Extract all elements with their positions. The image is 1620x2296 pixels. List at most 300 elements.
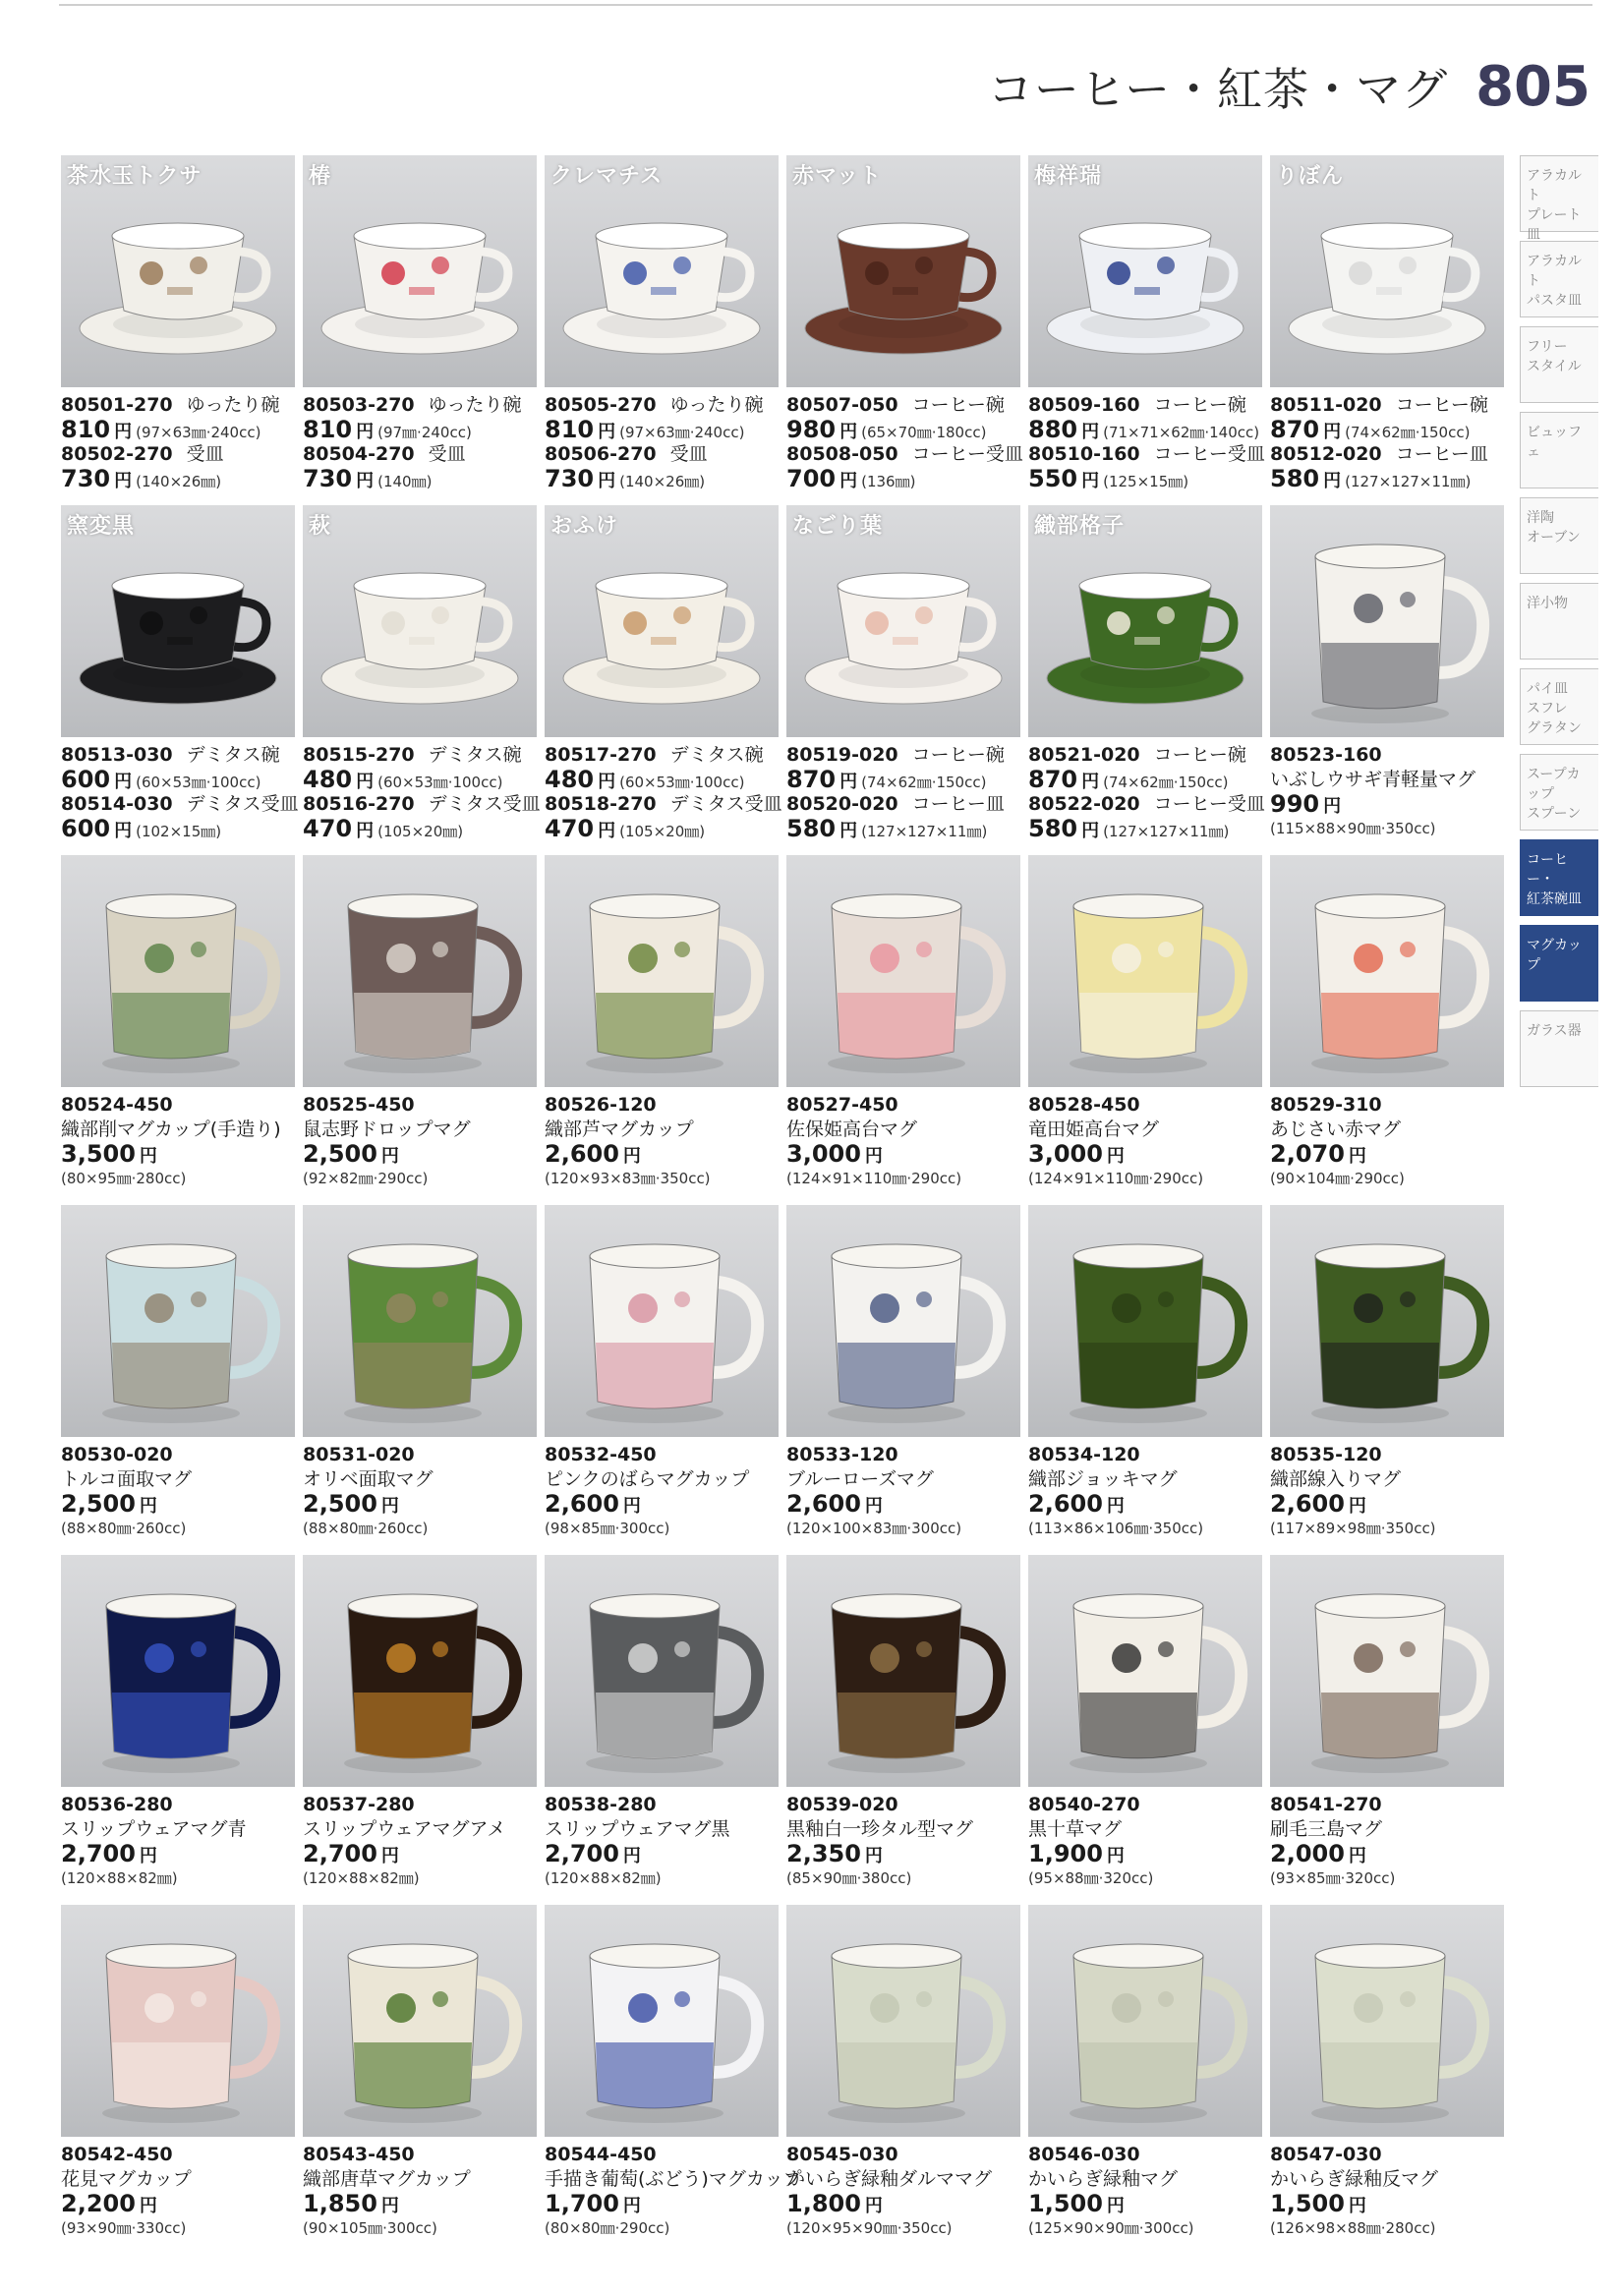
- product-card[interactable]: [545, 1205, 781, 1555]
- product-card[interactable]: [1028, 1205, 1264, 1555]
- yen-unit: 円: [1106, 1146, 1125, 1167]
- item-dimensions: (127×127×11㎜): [1345, 473, 1472, 490]
- yen-unit: 円: [114, 821, 133, 841]
- yen-unit: 円: [380, 1846, 399, 1866]
- item-name: 織部線入りマグ: [1270, 1468, 1402, 1490]
- product-photo[interactable]: [61, 1205, 295, 1437]
- item-price: 870: [1270, 416, 1320, 443]
- item-price: 3,000: [786, 1140, 861, 1168]
- product-info: [545, 2143, 802, 2241]
- item-dimensions: (92×82㎜·290cc): [303, 1170, 429, 1187]
- product-card[interactable]: [1028, 505, 1264, 855]
- item-code: 80501-270: [61, 394, 173, 416]
- item-price: 1,800: [786, 2190, 861, 2217]
- item-dimensions: (124×91×110㎜·290cc): [786, 1170, 962, 1187]
- product-info: [545, 1443, 788, 1541]
- item-price: 810: [545, 416, 595, 443]
- item-price: 1,850: [303, 2190, 377, 2217]
- product-photo[interactable]: [786, 1205, 1020, 1437]
- item-dimensions: (125×15㎜): [1103, 473, 1189, 490]
- product-card[interactable]: [1270, 1905, 1506, 2255]
- series-name: 茶水玉トクサ: [67, 164, 202, 189]
- yen-unit: 円: [622, 1496, 641, 1517]
- item-price: 550: [1028, 465, 1078, 492]
- product-photo[interactable]: [61, 855, 295, 1087]
- product-info: [1270, 1093, 1514, 1191]
- item-code: 80523-160: [1270, 744, 1382, 766]
- yen-unit: 円: [1106, 2196, 1125, 2216]
- product-photo[interactable]: [545, 1205, 779, 1437]
- product-info: [61, 1443, 305, 1541]
- item-price: 2,600: [786, 1490, 861, 1518]
- item-price: 580: [1028, 815, 1078, 842]
- item-price: 2,600: [545, 1140, 619, 1168]
- yen-unit: 円: [622, 1146, 641, 1167]
- product-card[interactable]: [1270, 505, 1506, 855]
- product-info: [303, 1093, 547, 1191]
- yen-unit: 円: [839, 471, 858, 491]
- product-info: [1028, 1093, 1272, 1191]
- item-dimensions: (90×105㎜·300cc): [303, 2219, 437, 2237]
- product-card[interactable]: [1028, 855, 1264, 1205]
- sidebar-tab[interactable]: 洋陶 オーブン: [1520, 497, 1598, 574]
- item-price: 2,600: [1028, 1490, 1103, 1518]
- item-type: デミタス碗: [669, 744, 764, 766]
- item-code: 80502-270: [61, 443, 173, 465]
- item-price: 810: [61, 416, 111, 443]
- product-row: [61, 1555, 1506, 1905]
- item-dimensions: (126×98×88㎜·280cc): [1270, 2219, 1436, 2237]
- product-info: [786, 2143, 1030, 2241]
- item-price: 1,500: [1270, 2190, 1345, 2217]
- item-code: 80528-450: [1028, 1094, 1140, 1116]
- product-info: [1270, 1443, 1514, 1541]
- item-price: 1,900: [1028, 1840, 1103, 1867]
- item-code: 80506-270: [545, 443, 657, 465]
- page-header: [988, 54, 1591, 123]
- item-name: ピンクのばらマグカップ: [545, 1468, 750, 1490]
- item-code: 80503-270: [303, 394, 415, 416]
- product-card[interactable]: [61, 155, 297, 505]
- item-type: コーヒー受皿: [1153, 443, 1265, 465]
- product-card[interactable]: [786, 1205, 1022, 1555]
- yen-unit: 円: [1081, 772, 1100, 792]
- item-price: 990: [1270, 790, 1320, 818]
- item-code: 80545-030: [786, 2144, 898, 2165]
- item-code: 80518-270: [545, 793, 657, 815]
- item-code: 80526-120: [545, 1094, 657, 1116]
- sidebar-tab[interactable]: マグカップ: [1520, 925, 1598, 1002]
- product-photo[interactable]: [1028, 1905, 1262, 2137]
- item-code: 80515-270: [303, 744, 415, 766]
- item-name: 佐保姫高台マグ: [786, 1119, 918, 1140]
- item-code: 80532-450: [545, 1444, 657, 1465]
- yen-unit: 円: [139, 1846, 157, 1866]
- item-type: デミタス碗: [186, 744, 280, 766]
- item-price: 700: [786, 465, 837, 492]
- product-photo[interactable]: [786, 505, 1020, 737]
- product-info: [1028, 393, 1272, 491]
- item-price: 730: [61, 465, 111, 492]
- product-info: [303, 1793, 547, 1891]
- item-dimensions: (140×26㎜): [619, 473, 706, 490]
- yen-unit: 円: [114, 772, 133, 792]
- product-photo[interactable]: [1028, 855, 1262, 1087]
- item-name: 織部芦マグカップ: [545, 1119, 694, 1140]
- item-dimensions: (88×80㎜·260cc): [303, 1520, 429, 1537]
- category-sidebar: [1520, 155, 1598, 1096]
- item-code: 80538-280: [545, 1794, 657, 1815]
- product-photo[interactable]: [545, 505, 779, 737]
- item-price: 810: [303, 416, 353, 443]
- product-info: [786, 743, 1030, 841]
- yen-unit: 円: [1081, 821, 1100, 841]
- item-name: ブルーローズマグ: [786, 1468, 934, 1490]
- yen-unit: 円: [356, 471, 375, 491]
- product-card[interactable]: [786, 1555, 1022, 1905]
- product-info: [786, 1093, 1030, 1191]
- item-price: 3,000: [1028, 1140, 1103, 1168]
- item-dimensions: (117×89×98㎜·350cc): [1270, 1520, 1436, 1537]
- item-dimensions: (120×93×83㎜·350cc): [545, 1170, 711, 1187]
- product-photo[interactable]: [1270, 855, 1504, 1087]
- sidebar-tab[interactable]: 洋小物: [1520, 583, 1598, 660]
- item-price: 2,350: [786, 1840, 861, 1867]
- item-code: 80544-450: [545, 2144, 657, 2165]
- product-card[interactable]: [1270, 1205, 1506, 1555]
- product-info: [303, 743, 547, 841]
- product-photo[interactable]: [545, 855, 779, 1087]
- product-card[interactable]: [545, 505, 781, 855]
- item-type: 受皿: [428, 443, 466, 465]
- product-photo[interactable]: [1028, 505, 1262, 737]
- item-dimensions: (88×80㎜·260cc): [61, 1520, 187, 1537]
- yen-unit: 円: [622, 1846, 641, 1866]
- series-name: クレマチス: [550, 164, 664, 189]
- series-name: おふけ: [550, 514, 619, 539]
- product-info: [786, 1793, 1030, 1891]
- product-photo[interactable]: [303, 1905, 537, 2137]
- item-code: 80537-280: [303, 1794, 415, 1815]
- product-photo[interactable]: [545, 155, 779, 387]
- product-card[interactable]: [545, 155, 781, 505]
- yen-unit: 円: [839, 422, 858, 442]
- yen-unit: 円: [1106, 1496, 1125, 1517]
- product-card[interactable]: [1028, 155, 1264, 505]
- yen-unit: 円: [114, 422, 133, 442]
- item-price: 600: [61, 815, 111, 842]
- item-code: 80507-050: [786, 394, 898, 416]
- item-dimensions: (65×70㎜·180cc): [861, 424, 987, 441]
- item-name: スリップウェアマグ黒: [545, 1818, 730, 1840]
- item-dimensions: (74×62㎜·150cc): [861, 774, 987, 791]
- product-card[interactable]: [303, 155, 539, 505]
- yen-unit: 円: [1081, 422, 1100, 442]
- yen-unit: 円: [598, 422, 616, 442]
- item-name: 刷毛三島マグ: [1270, 1818, 1383, 1840]
- item-name: 花見マグカップ: [61, 2168, 192, 2190]
- top-rule: [59, 4, 1592, 6]
- item-code: 80516-270: [303, 793, 415, 815]
- item-price: 2,200: [61, 2190, 136, 2217]
- series-name: 椿: [309, 164, 332, 189]
- product-info: [61, 1093, 305, 1191]
- product-card[interactable]: [61, 505, 297, 855]
- item-price: 1,500: [1028, 2190, 1103, 2217]
- item-price: 2,700: [303, 1840, 377, 1867]
- product-card[interactable]: [61, 855, 297, 1205]
- item-dimensions: (97×63㎜·240cc): [136, 424, 261, 441]
- item-type: コーヒー受皿: [1153, 793, 1265, 815]
- product-photo[interactable]: [545, 1555, 779, 1787]
- product-row: [61, 1205, 1506, 1555]
- item-price: 580: [786, 815, 837, 842]
- product-photo[interactable]: [303, 1205, 537, 1437]
- item-dimensions: (105×20㎜): [377, 823, 464, 840]
- product-info: [1028, 1793, 1272, 1891]
- product-row: [61, 1905, 1506, 2255]
- product-photo[interactable]: [303, 505, 537, 737]
- item-dimensions: (127×127×11㎜): [861, 823, 988, 840]
- item-price: 2,600: [1270, 1490, 1345, 1518]
- yen-unit: 円: [598, 772, 616, 792]
- item-type: デミタス碗: [428, 744, 522, 766]
- item-name: いぶしウサギ青軽量マグ: [1270, 769, 1476, 790]
- yen-unit: 円: [114, 471, 133, 491]
- product-info: [545, 1093, 788, 1191]
- product-photo[interactable]: [1270, 1905, 1504, 2137]
- product-card[interactable]: [61, 1205, 297, 1555]
- product-card[interactable]: [303, 1555, 539, 1905]
- item-code: 80547-030: [1270, 2144, 1382, 2165]
- item-name: かいらぎ緑釉ダルママグ: [786, 2168, 993, 2190]
- sidebar-tab[interactable]: ビュッフェ: [1520, 412, 1598, 488]
- item-price: 1,700: [545, 2190, 619, 2217]
- item-name: 織部ジョッキマグ: [1028, 1468, 1178, 1490]
- item-price: 2,500: [303, 1140, 377, 1168]
- product-card[interactable]: [1028, 1555, 1264, 1905]
- product-photo[interactable]: [61, 1905, 295, 2137]
- product-card[interactable]: [545, 1555, 781, 1905]
- item-dimensions: (93×90㎜·330cc): [61, 2219, 187, 2237]
- item-type: コーヒー碗: [1153, 394, 1246, 416]
- item-dimensions: (127×127×11㎜): [1103, 823, 1230, 840]
- series-name: 萩: [309, 514, 332, 539]
- sidebar-tab[interactable]: パイ皿 スフレ グラタン: [1520, 668, 1598, 745]
- item-name: かいらぎ緑釉反マグ: [1270, 2168, 1439, 2190]
- item-price: 2,600: [545, 1490, 619, 1518]
- sidebar-tab[interactable]: フリー スタイル: [1520, 326, 1598, 403]
- product-photo[interactable]: [1270, 1555, 1504, 1787]
- product-info: [1270, 743, 1514, 841]
- item-dimensions: (98×85㎜·300cc): [545, 1520, 670, 1537]
- product-card[interactable]: [303, 1205, 539, 1555]
- item-type: コーヒー碗: [1153, 744, 1246, 766]
- product-info: [786, 1443, 1030, 1541]
- product-card[interactable]: [61, 1555, 297, 1905]
- product-photo[interactable]: [61, 155, 295, 387]
- yen-unit: 円: [622, 2196, 641, 2216]
- item-dimensions: (115×88×90㎜·350cc): [1270, 820, 1436, 837]
- item-dimensions: (95×88㎜·320cc): [1028, 1869, 1154, 1887]
- product-photo[interactable]: [1270, 155, 1504, 387]
- product-card[interactable]: [786, 1905, 1022, 2255]
- sidebar-tab[interactable]: スープカップ スプーン: [1520, 754, 1598, 831]
- product-card[interactable]: [303, 1905, 539, 2255]
- item-type: コーヒー皿: [911, 793, 1005, 815]
- item-code: 80525-450: [303, 1094, 415, 1116]
- yen-unit: 円: [139, 1146, 157, 1167]
- item-name: 黒十草マグ: [1028, 1818, 1123, 1840]
- item-price: 880: [1028, 416, 1078, 443]
- item-type: ゆったり碗: [186, 394, 280, 416]
- item-code: 80508-050: [786, 443, 898, 465]
- item-code: 80505-270: [545, 394, 657, 416]
- item-code: 80535-120: [1270, 1444, 1382, 1465]
- item-dimensions: (120×100×83㎜·300cc): [786, 1520, 962, 1537]
- item-code: 80504-270: [303, 443, 415, 465]
- product-card[interactable]: [786, 855, 1022, 1205]
- yen-unit: 円: [380, 1146, 399, 1167]
- item-dimensions: (136㎜): [861, 473, 916, 490]
- sidebar-tab[interactable]: ガラス器: [1520, 1010, 1598, 1087]
- item-price: 480: [545, 766, 595, 793]
- yen-unit: 円: [864, 1496, 883, 1517]
- series-name: 窯変黒: [67, 514, 136, 539]
- item-dimensions: (97㎜·240cc): [377, 424, 472, 441]
- product-photo[interactable]: [61, 505, 295, 737]
- item-dimensions: (120×95×90㎜·350cc): [786, 2219, 953, 2237]
- product-card[interactable]: [1028, 1905, 1264, 2255]
- item-name: オリベ面取マグ: [303, 1468, 434, 1490]
- item-type: デミタス受皿: [669, 793, 782, 815]
- item-code: 80529-310: [1270, 1094, 1382, 1116]
- item-price: 470: [545, 815, 595, 842]
- item-name: 鼠志野ドロップマグ: [303, 1119, 471, 1140]
- yen-unit: 円: [1323, 471, 1342, 491]
- yen-unit: 円: [598, 471, 616, 491]
- item-dimensions: (60×53㎜·100cc): [136, 774, 261, 791]
- item-name: 竜田姫高台マグ: [1028, 1119, 1160, 1140]
- product-photo[interactable]: [786, 1555, 1020, 1787]
- item-type: コーヒー碗: [911, 744, 1005, 766]
- product-photo[interactable]: [786, 1905, 1020, 2137]
- product-info: [61, 1793, 305, 1891]
- item-price: 470: [303, 815, 353, 842]
- yen-unit: 円: [864, 1846, 883, 1866]
- item-code: 80534-120: [1028, 1444, 1140, 1465]
- product-photo[interactable]: [61, 1555, 295, 1787]
- yen-unit: 円: [380, 2196, 399, 2216]
- product-card[interactable]: [545, 1905, 802, 2255]
- item-dimensions: (120×88×82㎜): [545, 1869, 662, 1887]
- item-dimensions: (140×26㎜): [136, 473, 222, 490]
- item-dimensions: (120×88×82㎜): [303, 1869, 420, 1887]
- product-card[interactable]: [1270, 155, 1506, 505]
- product-info: [303, 1443, 547, 1541]
- product-info: [61, 743, 305, 841]
- item-dimensions: (80×80㎜·290cc): [545, 2219, 670, 2237]
- item-dimensions: (93×85㎜·320cc): [1270, 1869, 1396, 1887]
- item-name: 織部唐草マグカップ: [303, 2168, 471, 2190]
- item-code: 80527-450: [786, 1094, 898, 1116]
- product-info: [545, 393, 788, 491]
- product-info: [1028, 2143, 1272, 2241]
- product-card[interactable]: [786, 155, 1022, 505]
- item-price: 980: [786, 416, 837, 443]
- product-card[interactable]: [303, 505, 539, 855]
- product-card[interactable]: [1270, 855, 1506, 1205]
- product-card[interactable]: [1270, 1555, 1506, 1905]
- product-photo[interactable]: [1270, 505, 1504, 737]
- item-name: あじさい赤マグ: [1270, 1119, 1402, 1140]
- item-dimensions: (102×15㎜): [136, 823, 222, 840]
- product-card[interactable]: [786, 505, 1022, 855]
- item-code: 80539-020: [786, 1794, 898, 1815]
- product-photo[interactable]: [1028, 1555, 1262, 1787]
- item-type: デミタス受皿: [186, 793, 299, 815]
- yen-unit: 円: [864, 2196, 883, 2216]
- item-code: 80543-450: [303, 2144, 415, 2165]
- product-photo[interactable]: [786, 855, 1020, 1087]
- product-photo[interactable]: [545, 1905, 779, 2137]
- product-photo[interactable]: [303, 1555, 537, 1787]
- item-price: 730: [303, 465, 353, 492]
- item-price: 2,500: [303, 1490, 377, 1518]
- product-card[interactable]: [303, 855, 539, 1205]
- product-photo[interactable]: [1270, 1205, 1504, 1437]
- yen-unit: 円: [839, 821, 858, 841]
- product-row: [61, 505, 1506, 855]
- item-price: 3,500: [61, 1140, 136, 1168]
- item-type: コーヒー碗: [911, 394, 1005, 416]
- yen-unit: 円: [139, 1496, 157, 1517]
- product-photo[interactable]: [1028, 155, 1262, 387]
- product-photo[interactable]: [303, 155, 537, 387]
- product-grid: [61, 155, 1506, 2255]
- page-title: コーヒー・紅茶・マグ: [987, 63, 1449, 116]
- item-dimensions: (74×62㎜·150cc): [1345, 424, 1471, 441]
- item-code: 80522-020: [1028, 793, 1140, 815]
- sidebar-tab[interactable]: アラカルト パスタ皿: [1520, 241, 1598, 317]
- product-card[interactable]: [545, 855, 781, 1205]
- sidebar-tab[interactable]: アラカルト プレート皿: [1520, 155, 1598, 232]
- item-price: 870: [1028, 766, 1078, 793]
- item-price: 600: [61, 766, 111, 793]
- product-card[interactable]: [61, 1905, 297, 2255]
- item-code: 80510-160: [1028, 443, 1140, 465]
- series-name: 織部格子: [1034, 514, 1126, 539]
- product-info: [545, 743, 788, 841]
- series-name: りぼん: [1276, 164, 1345, 189]
- item-dimensions: (113×86×106㎜·350cc): [1028, 1520, 1204, 1537]
- item-dimensions: (90×104㎜·290cc): [1270, 1170, 1405, 1187]
- item-type: コーヒー皿: [1395, 443, 1488, 465]
- product-photo[interactable]: [303, 855, 537, 1087]
- item-name: トルコ面取マグ: [61, 1468, 193, 1490]
- series-name: 梅祥瑞: [1034, 164, 1103, 189]
- item-code: 80519-020: [786, 744, 898, 766]
- product-photo[interactable]: [786, 155, 1020, 387]
- product-photo[interactable]: [1028, 1205, 1262, 1437]
- yen-unit: 円: [1081, 471, 1100, 491]
- item-type: 受皿: [669, 443, 708, 465]
- sidebar-tab[interactable]: コーヒー・ 紅茶碗皿: [1520, 839, 1598, 916]
- item-type: コーヒー碗: [1395, 394, 1488, 416]
- item-code: 80542-450: [61, 2144, 173, 2165]
- item-name: 手描き葡萄(ぶどう)マグカップ: [545, 2168, 802, 2190]
- product-info: [1028, 743, 1272, 841]
